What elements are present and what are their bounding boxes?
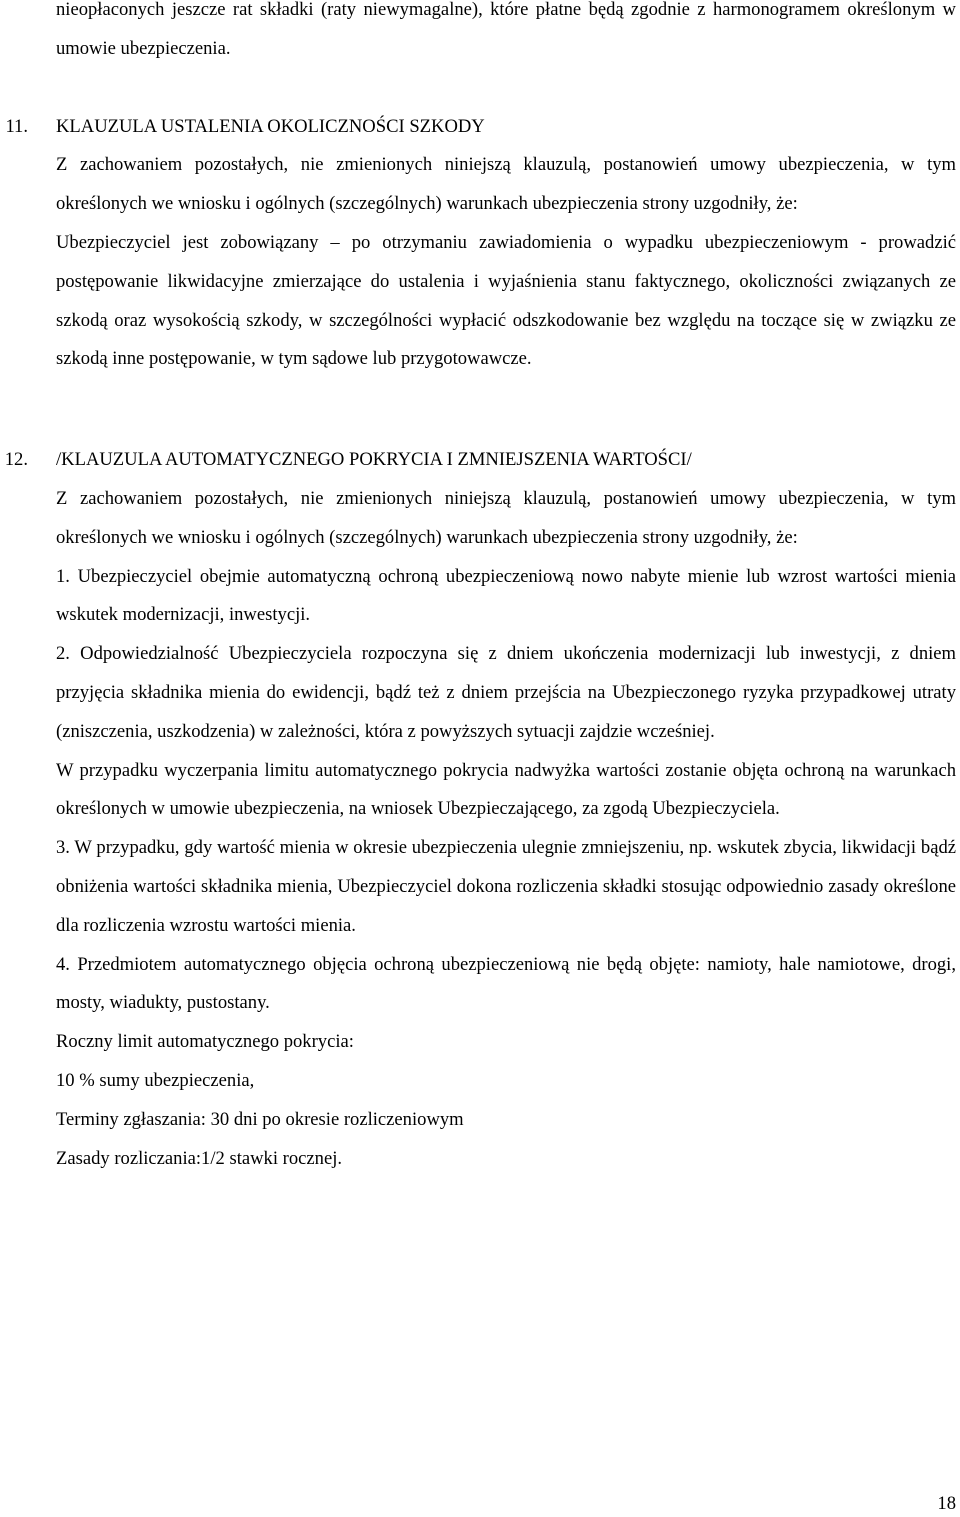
continuation-paragraph: nieopłaconych jeszcze rat składki (raty niewymagalne), które płatne będą zgodnie z harmonogramem określonym w umowie ubezpieczenia. bbox=[56, 0, 956, 59]
section-11-title: KLAUZULA USTALENIA OKOLICZNOŚCI SZKODY bbox=[56, 115, 485, 137]
reporting-terms: Terminy zgłaszania: 30 dni po okresie rozliczeniowym bbox=[56, 1108, 464, 1130]
section-12-heading bbox=[4, 441, 956, 480]
section-12-number: 12. bbox=[4, 449, 28, 471]
section-11 bbox=[5, 108, 956, 380]
section-12-item-1: 1. Ubezpieczyciel obejmie automatyczną ochroną ubezpieczeniową nowo nabyte mienie lub wzrost wartości mienia wskutek modernizacji, inwestycji. bbox=[56, 565, 956, 626]
section-12-item-3: 3. W przypadku, gdy wartość mienia w okresie ubezpieczenia ulegnie zmniejszeniu, np. wskutek zbycia, likwidacji bądź obniżenia wartości składnika mienia, Ubezpieczyciel dokona rozliczenia składki stosując odpowiednio zasady określone dla rozliczenia wzrostu wartości mienia. bbox=[56, 837, 956, 936]
section-11-heading bbox=[5, 108, 956, 147]
section-12-title: /KLAUZULA AUTOMATYCZNEGO POKRYCIA I ZMNIEJSZENIA WARTOŚCI/ bbox=[56, 449, 692, 471]
document-page bbox=[4, 0, 956, 1517]
section-11-number: 11. bbox=[5, 115, 28, 137]
section-11-intro: Z zachowaniem pozostałych, nie zmienionych niniejszą klauzulą, postanowień umowy ubezpieczenia, w tym określonych we wniosku i ogólnych (szczególnych) warunkach ubezpieczenia strony uzgodniły, że: bbox=[56, 154, 956, 215]
section-11-body: Ubezpieczyciel jest zobowiązany – po otrzymaniu zawiadomienia o wypadku ubezpieczeniowym - prowadzić postępowanie likwidacyjne zmierzające do ustalenia i wyjaśnienia stanu faktycznego, okoliczności związanych ze szkodą oraz wysokością szkody, w szczególności wypłacić odszkodowanie bez względu na toczące się w związku ze szkodą inne postępowanie, w tym sądowe lub przygotowawcze. bbox=[56, 231, 956, 370]
page-number: 18 bbox=[937, 1493, 956, 1514]
section-12 bbox=[4, 441, 956, 1178]
section-12-intro: Z zachowaniem pozostałych, nie zmienionych niniejszą klauzulą, postanowień umowy ubezpieczenia, w tym określonych we wniosku i ogólnych (szczególnych) warunkach ubezpieczenia strony uzgodniły, że: bbox=[56, 487, 956, 548]
section-12-item-4: 4. Przedmiotem automatycznego objęcia ochroną ubezpieczeniową nie będą objęte: namioty, hale namiotowe, drogi, mosty, wiadukty, pustostany. bbox=[56, 953, 956, 1014]
continuation-block bbox=[56, 0, 956, 69]
spacer bbox=[56, 69, 956, 108]
spacer bbox=[56, 379, 956, 441]
annual-limit-label: Roczny limit automatycznego pokrycia: bbox=[56, 1031, 354, 1053]
section-12-limit-note: W przypadku wyczerpania limitu automatycznego pokrycia nadwyżka wartości zostanie objęta ochroną na warunkach określonych w umowie ubezpieczenia, na wniosek Ubezpieczającego, za zgodą Ubezpieczyciela. bbox=[56, 759, 956, 820]
annual-limit-value: 10 % sumy ubezpieczenia, bbox=[56, 1069, 255, 1091]
section-12-item-2: 2. Odpowiedzialność Ubezpieczyciela rozpoczyna się z dniem ukończenia modernizacji lub inwestycji, z dniem przyjęcia składnika mienia do ewidencji, bądź też z dniem przejścia na Ubezpieczonego ryzyka przypadkowej utraty (zniszczenia, uszkodzenia) w zależności, która z powyższych sytuacji zajdzie wcześniej. bbox=[56, 643, 956, 742]
settlement-rules: Zasady rozliczania:1/2 stawki rocznej. bbox=[56, 1147, 343, 1169]
